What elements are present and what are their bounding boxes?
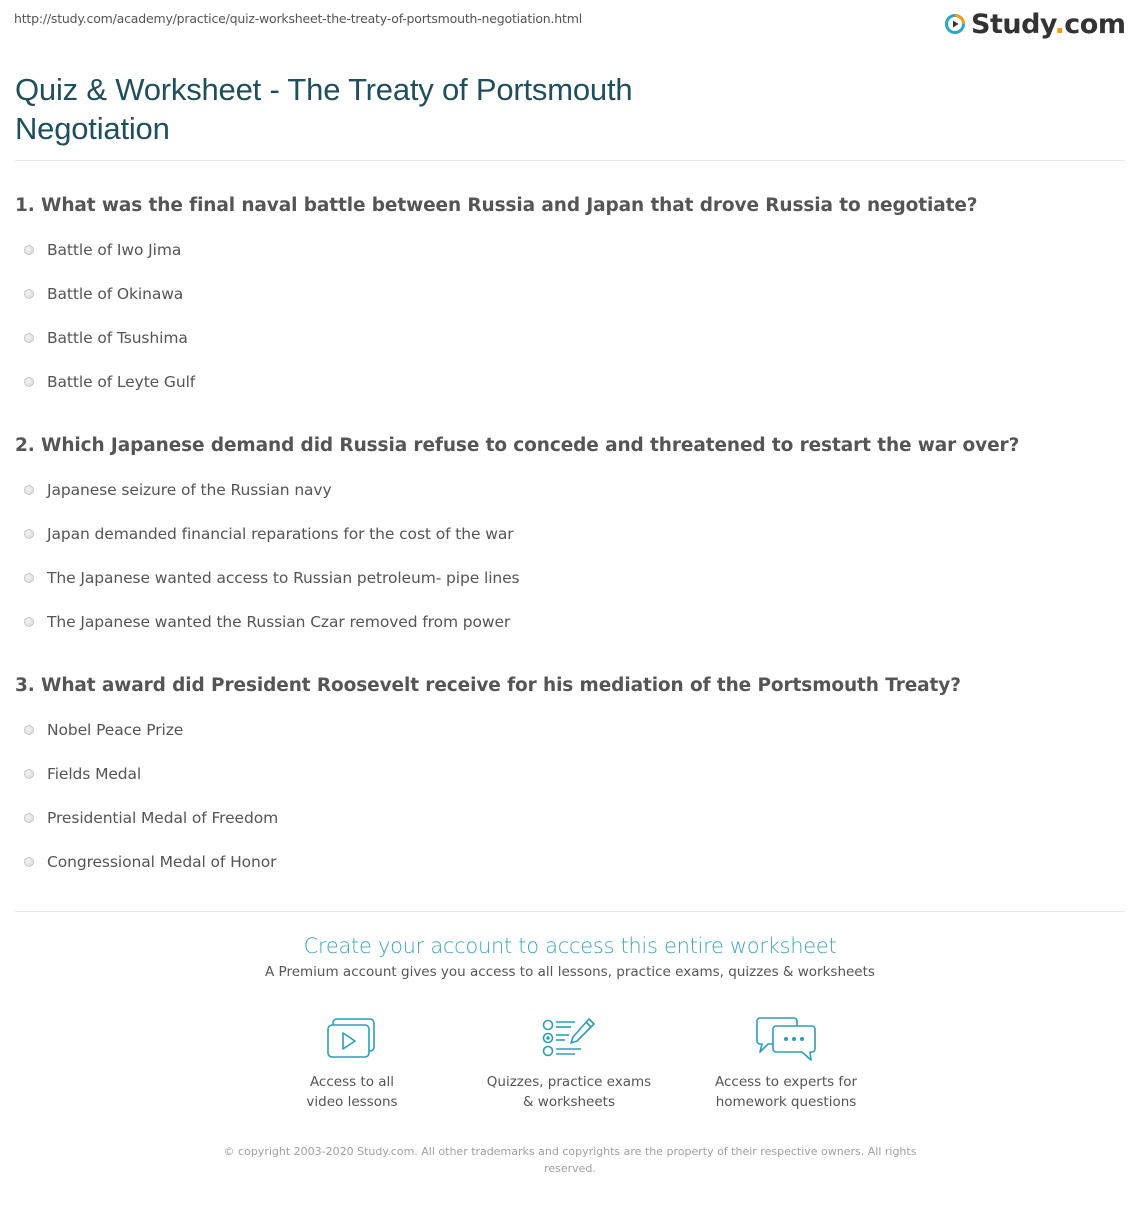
cta-subtitle: A Premium account gives you access to all lessons, practice exams, quizzes & worksheets bbox=[265, 964, 875, 980]
logo-wordmark: Study.com bbox=[971, 8, 1126, 40]
feature-quizzes bbox=[469, 1016, 669, 1112]
feature-label: homework questions bbox=[715, 1094, 857, 1110]
create-account-link[interactable]: Create your account to access this entire worksheet bbox=[303, 934, 837, 958]
option-label: Presidential Medal of Freedom bbox=[47, 809, 279, 827]
quiz-checklist-icon bbox=[541, 1016, 597, 1060]
answer-option[interactable] bbox=[15, 556, 1125, 600]
feature-experts bbox=[686, 1016, 886, 1112]
radio-button[interactable] bbox=[24, 333, 34, 343]
option-label: Japan demanded financial reparations for the cost of the war bbox=[47, 525, 514, 543]
radio-button[interactable] bbox=[24, 725, 34, 735]
radio-button[interactable] bbox=[24, 813, 34, 823]
question-1 bbox=[15, 194, 1125, 404]
play-circle-icon bbox=[944, 13, 966, 35]
feature-label: Access to experts for bbox=[714, 1074, 857, 1090]
answer-option[interactable] bbox=[15, 600, 1125, 644]
radio-button[interactable] bbox=[24, 377, 34, 387]
page-title: Quiz & Worksheet - The Treaty of Portsmouth Negotiation bbox=[15, 72, 633, 146]
feature-label: Quizzes, practice exams bbox=[486, 1074, 652, 1090]
copyright-footer: © copyright 2003-2020 Study.com. All other trademarks and copyrights are the property of their respective owners. All rights reserved. bbox=[223, 1145, 917, 1175]
answer-option[interactable] bbox=[15, 316, 1125, 360]
option-label: The Japanese wanted the Russian Czar removed from power bbox=[47, 613, 511, 631]
radio-button[interactable] bbox=[24, 485, 34, 495]
radio-button[interactable] bbox=[24, 857, 34, 867]
answer-option[interactable] bbox=[15, 468, 1125, 512]
answer-option[interactable] bbox=[15, 708, 1125, 752]
radio-button[interactable] bbox=[24, 573, 34, 583]
option-label: Fields Medal bbox=[47, 765, 142, 783]
divider bbox=[15, 160, 1125, 161]
answer-option[interactable] bbox=[15, 360, 1125, 404]
answer-option[interactable] bbox=[15, 512, 1125, 556]
option-label: Nobel Peace Prize bbox=[47, 721, 184, 739]
option-label: Japanese seizure of the Russian navy bbox=[47, 481, 332, 499]
feature-label: Access to all bbox=[309, 1074, 395, 1090]
radio-button[interactable] bbox=[24, 769, 34, 779]
radio-button[interactable] bbox=[24, 289, 34, 299]
study-logo[interactable] bbox=[944, 6, 1126, 42]
feature-label: video lessons bbox=[306, 1094, 398, 1110]
question-3 bbox=[15, 674, 1125, 884]
answer-option[interactable] bbox=[15, 272, 1125, 316]
option-label: Battle of Leyte Gulf bbox=[47, 373, 196, 391]
page-url: http://study.com/academy/practice/quiz-worksheet-the-treaty-of-portsmouth-negotiation.html bbox=[14, 11, 582, 26]
answer-option[interactable] bbox=[15, 752, 1125, 796]
radio-button[interactable] bbox=[24, 245, 34, 255]
answer-options bbox=[15, 228, 1125, 404]
option-label: Battle of Iwo Jima bbox=[47, 241, 182, 259]
option-label: Battle of Okinawa bbox=[47, 285, 184, 303]
answer-options bbox=[15, 708, 1125, 884]
option-label: Battle of Tsushima bbox=[47, 329, 188, 347]
option-label: The Japanese wanted access to Russian petroleum- pipe lines bbox=[47, 569, 520, 587]
feature-video-lessons bbox=[252, 1016, 452, 1112]
video-lessons-icon bbox=[326, 1016, 378, 1060]
option-label: Congressional Medal of Honor bbox=[47, 853, 277, 871]
answer-option[interactable] bbox=[15, 840, 1125, 884]
question-2 bbox=[15, 434, 1125, 644]
feature-label: & worksheets bbox=[522, 1094, 615, 1110]
radio-button[interactable] bbox=[24, 617, 34, 627]
question-text: 1. What was the final naval battle between Russia and Japan that drove Russia to negotiate? bbox=[15, 195, 978, 216]
divider bbox=[15, 911, 1125, 912]
answer-option[interactable] bbox=[15, 796, 1125, 840]
question-text: 2. Which Japanese demand did Russia refuse to concede and threatened to restart the war over? bbox=[15, 435, 1020, 456]
chat-bubbles-icon bbox=[754, 1016, 818, 1066]
answer-options bbox=[15, 468, 1125, 644]
question-text: 3. What award did President Roosevelt receive for his mediation of the Portsmouth Treaty? bbox=[15, 675, 961, 696]
answer-option[interactable] bbox=[15, 228, 1125, 272]
radio-button[interactable] bbox=[24, 529, 34, 539]
